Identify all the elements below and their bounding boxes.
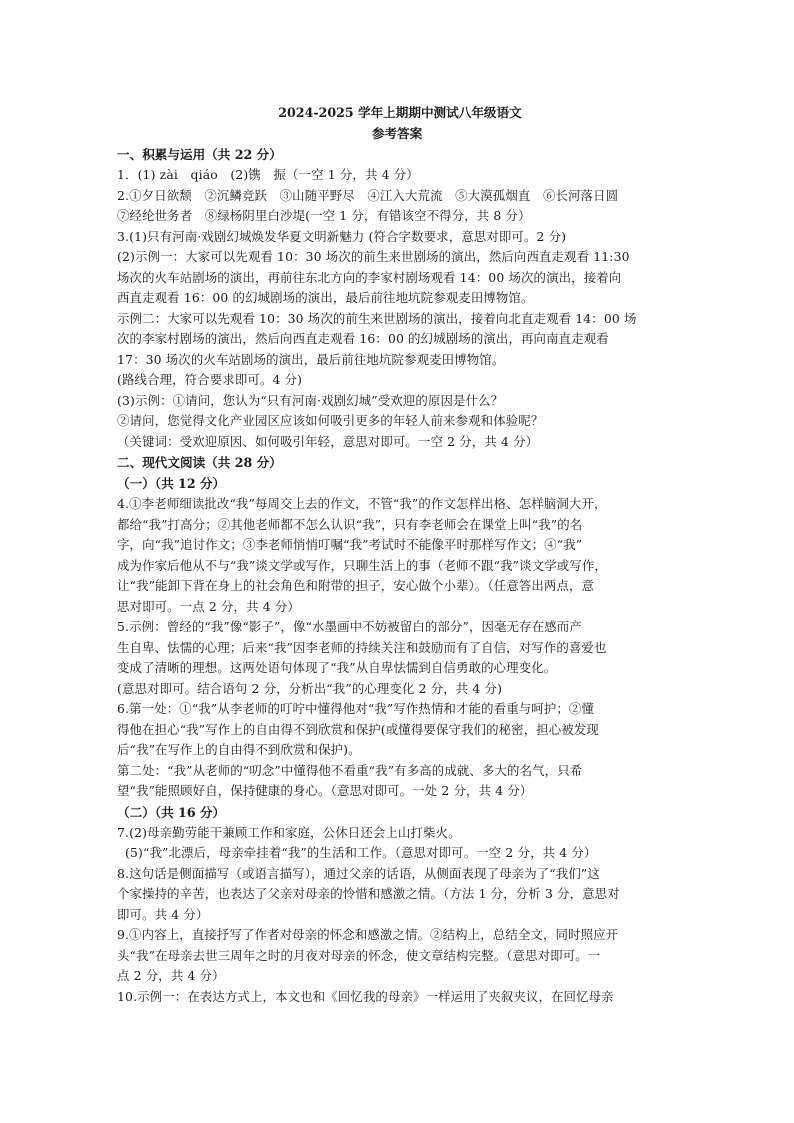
answer-line: 个家操持的辛苦，也表达了父亲对母亲的怜惜和感激之情。（方法 1 分，分析 3 分，意思对 (117, 886, 620, 901)
answer-line: (5)“我”北漂后，母亲牵挂着“我”的生活和工作。（意思对即可。一空 2 分，共 4 分） (125, 845, 597, 860)
answer-line: 6.第一处：①“我”从李老师的叮咛中懂得他对“我”写作热情和才能的看重与呵护；②懂 (117, 701, 594, 716)
answer-line: 次的李家村剧场的演出，然后向西直走观看 16：00 的幻城剧场的演出，再向南直走观看 (117, 331, 609, 346)
answer-line: 示例二：大家可以先观看 10：30 场次的前生来世剧场的演出，接着向北直走观看 14：00 场 (117, 310, 637, 326)
answer-line: 得他在担心“我”写作上的自由得不到欣赏和保护(或懂得要保守我们的秘密，担心被发现 (117, 721, 599, 737)
section-heading: 一、积累与运用（共 22 分） (117, 147, 282, 162)
answer-line: ②请问，您觉得文化产业园区应该如何吸引更多的年轻人前来参观和体验呢？ (117, 413, 544, 428)
answer-line: (路线合理，符合要求即可。4 分) (117, 372, 303, 387)
answer-line: 变成了清晰的理想。这两处语句体现了“我”从自卑怯懦到自信勇敢的心理变化。 (117, 660, 557, 675)
answer-line: (3)示例：①请问，您认为“只有河南·戏剧幻城”受欢迎的原因是什么？ (117, 392, 504, 408)
answer-line: 即可。共 4 分） (117, 906, 209, 922)
answer-line: ⑦经纶世务者 ⑧绿杨阴里白沙堤(一空 1 分，有错该空不得分，共 8 分） (117, 208, 531, 223)
answer-line: 望“我”能照顾好自，保持健康的身心。（意思对即可。一处 2 分，共 4 分） (117, 783, 533, 798)
answer-line: 4.①李老师细读批改“我”每周交上去的作文，不管“我”的作文怎样出格、怎样脑洞大开， (117, 496, 607, 511)
answer-line: 西直走观看 16：00 的幻城剧场的演出，最后前往地坑院参观麦田博物馆。 (117, 290, 534, 305)
answer-line: 7.(2)母亲勤劳能干兼顾工作和家庭，公休日还会上山打柴火。 (117, 824, 461, 840)
answer-line: 字，向“我”追讨作文；③李老师悄悄叮嘱“我”考试时不能像平时那样写作文；④“我” (117, 537, 583, 552)
answer-line: 思对即可。一点 2 分，共 4 分） (117, 598, 300, 614)
answer-line: 都给“我”打高分；②其他老师都不怎么认识“我”，只有李老师会在课堂上叫“我”的名 (117, 516, 583, 532)
answer-line: 场次的火车站剧场的演出，再前往东北方向的李家村剧场观看 14：00 场次的演出，接着向 (117, 269, 622, 285)
document-title: 2024-2025 学年上期期中测试八年级语文 (278, 105, 522, 120)
answer-line: 5.示例：曾经的“我”像“影子”，像“水墨画中不妨被留白的部分”，因毫无存在感而产 (117, 619, 582, 634)
document-subtitle: 参考答案 (371, 126, 423, 141)
answer-line: 10.示例一：在表达方式上，本文也和《回忆我的母亲》一样运用了夹叙夹议，在回忆母亲 (117, 988, 614, 1004)
answer-document (117, 103, 677, 1007)
answer-line: 第二处：“我”从老师的“叨念”中懂得他不看重“我”有多高的成就、多大的名气，只希 (117, 762, 583, 778)
section-heading: 二、现代文阅读（共 28 分） (117, 455, 282, 470)
answer-line: 8.这句话是侧面描写（或语言描写），通过父亲的话语，从侧面表现了母亲为了“我们”这 (117, 865, 600, 881)
answer-line: 3.(1)只有河南·戏剧幻城焕发华夏文明新魅力 (符合字数要求，意思对即可。2 分) (117, 228, 567, 244)
answer-line: (2)示例一：大家可以先观看 10：30 场次的前生来世剧场的演出，然后向西直走观看 11:30 (117, 249, 630, 264)
answer-line: 点 2 分，共 4 分） (117, 968, 225, 983)
answer-line: 让“我”能卸下背在身上的社会角色和附带的担子，安心做个小辈）。（任意答出两点，意 (117, 578, 595, 593)
answer-line: （关键词：受欢迎原因、如何吸引年轻，意思对即可。一空 2 分，共 4 分） (117, 433, 539, 449)
answer-line: 头“我”在母亲去世三周年之时的月夜对母亲的怀念，使文章结构完整。（意思对即可。一 (117, 947, 601, 963)
answer-line: 成为作家后他从不与“我”谈文学或写作，只聊生活上的事（老师不跟“我”谈文学或写作， (117, 557, 607, 573)
answer-line: 9.①内容上，直接抒写了作者对母亲的怀念和感激之情。②结构上，总结全文，同时照应开 (117, 927, 619, 942)
section-heading: （二）（共 16 分） (117, 804, 226, 820)
section-heading: （一）（共 12 分） (117, 476, 226, 491)
answer-body (117, 144, 677, 1007)
answer-line: 后“我”在写作上的自由得不到欣赏和保护)。 (117, 742, 361, 757)
answer-line: 1．(1) zài qiáo (2)镌 振（一空 1 分，共 4 分） (117, 167, 419, 182)
answer-line: 17：30 场次的火车站剧场的演出，最后前往地坑院参观麦田博物馆。 (117, 351, 505, 367)
answer-line: (意思对即可。结合语句 2 分，分析出“我”的心理变化 2 分，共 4 分) (117, 680, 503, 696)
answer-line: 2.①夕日欲颓 ②沉鳞竞跃 ③山随平野尽 ④江入大荒流 ⑤大漠孤烟直 ⑥长河落日圆 (117, 187, 619, 203)
answer-line: 生自卑、怯懦的心理；后来“我”因李老师的持续关注和鼓励而有了自信，对写作的喜爱也 (117, 639, 607, 655)
